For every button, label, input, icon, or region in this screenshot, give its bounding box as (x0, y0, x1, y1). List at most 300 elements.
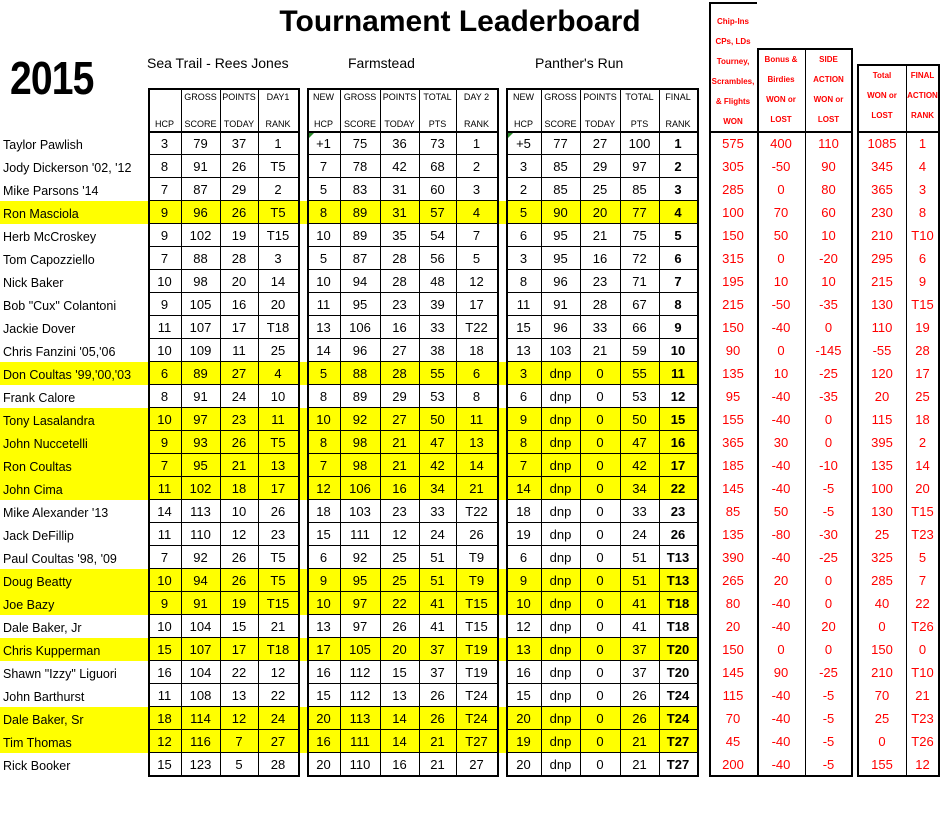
header-line: HCP (513, 119, 533, 129)
day3-cell: 0 (596, 734, 604, 749)
grid-hline (506, 269, 699, 270)
day3-cell: 21 (592, 343, 608, 358)
day3-cell: dnp (549, 366, 572, 381)
day3-cell: 21 (632, 734, 647, 749)
side-cell: 20 (725, 619, 741, 634)
day2-cell: 21 (430, 734, 445, 749)
day2-cell: 89 (352, 389, 368, 404)
day3-cell: 41 (632, 596, 647, 611)
side-cell: T23 (911, 711, 934, 726)
side-cell: -10 (819, 458, 838, 473)
day2-cell: 95 (352, 297, 368, 312)
day3-cell: 3 (519, 366, 528, 381)
side-cell: 25 (915, 389, 930, 404)
day3-cell: 0 (596, 596, 604, 611)
day2-cell: 14 (392, 711, 407, 726)
side-header-0 (709, 12, 757, 132)
day1-cell: 7 (160, 458, 169, 473)
day2-cell: 31 (392, 182, 407, 197)
day1-cell: 104 (189, 619, 212, 634)
day3-cell: 100 (628, 136, 651, 151)
grid-hline (148, 499, 300, 500)
side-cell: -20 (819, 251, 838, 266)
side-cell: 295 (871, 251, 893, 266)
side-cell: T10 (911, 228, 934, 243)
side-cell: 130 (871, 504, 893, 519)
day3-cell: 3 (674, 182, 682, 197)
grid-vline (697, 88, 699, 776)
side-cell: 130 (871, 297, 893, 312)
day2-cell: 13 (469, 435, 484, 450)
grid-hline (148, 545, 300, 546)
day2-cell: 57 (430, 205, 445, 220)
day3-cell: 26 (670, 527, 686, 542)
side-cell: 20 (821, 619, 836, 634)
grid-hline (148, 338, 300, 339)
day2-cell: 7 (319, 159, 328, 174)
day1-cell: 113 (190, 504, 211, 519)
day3-cell: 42 (632, 458, 647, 473)
day1-cell: 26 (231, 435, 247, 450)
day2-cell: 18 (316, 504, 331, 519)
day3-cell: 25 (592, 182, 608, 197)
grid-hline (857, 775, 940, 777)
day3-cell: T27 (666, 734, 690, 749)
day3-cell: 96 (553, 320, 568, 335)
day2-cell: T15 (465, 619, 488, 634)
side-cell: T15 (911, 297, 934, 312)
side-cell: -40 (771, 458, 791, 473)
side-cell: 195 (722, 274, 744, 289)
day2-cell: 97 (352, 596, 368, 611)
side-cell: 0 (824, 412, 833, 427)
day3-cell: 6 (674, 251, 682, 266)
day3-cell: T18 (666, 619, 690, 634)
day1-cell: 93 (193, 435, 208, 450)
day2-cell: 16 (392, 481, 407, 496)
day3-header-1 (541, 92, 580, 130)
side-cell: -50 (771, 297, 791, 312)
day2-cell: 1 (472, 136, 481, 151)
day1-cell: 17 (231, 642, 247, 657)
side-cell: -40 (771, 412, 791, 427)
grid-hline (307, 522, 499, 523)
grid-hline (148, 476, 300, 477)
day2-cell: 56 (430, 251, 445, 266)
day1-cell: 12 (157, 734, 172, 749)
grid-hline (148, 683, 300, 684)
header-line: ACTION (813, 75, 844, 84)
day2-cell: 106 (349, 320, 371, 335)
day2-cell: 28 (392, 274, 407, 289)
side-cell: -5 (822, 711, 835, 726)
day2-cell: 103 (349, 504, 371, 519)
grid-vline (506, 88, 508, 776)
grid-hline (506, 591, 699, 592)
day1-cell: 11 (157, 320, 172, 335)
day1-cell: 7 (235, 734, 243, 749)
day2-cell: 11 (469, 412, 484, 427)
day3-cell: 15 (516, 320, 531, 335)
day3-cell: 16 (592, 251, 608, 266)
day1-cell: 10 (157, 343, 172, 358)
side-cell: -40 (771, 688, 791, 703)
day2-cell: 21 (430, 757, 445, 772)
day3-cell: 22 (670, 481, 686, 496)
header-line: WON or (867, 91, 897, 100)
day2-cell: 9 (319, 573, 328, 588)
day2-cell: 98 (352, 458, 368, 473)
day3-cell: 10 (516, 596, 531, 611)
side-cell: 100 (871, 481, 893, 496)
day2-cell: 38 (430, 343, 445, 358)
day3-cell: 77 (553, 136, 568, 151)
day1-cell: 8 (160, 159, 169, 174)
day2-header-2 (380, 92, 419, 130)
day2-cell: 20 (316, 757, 331, 772)
day1-cell: 17 (270, 481, 286, 496)
day3-cell: 0 (596, 527, 604, 542)
day2-cell: 53 (430, 389, 445, 404)
day3-cell: 71 (632, 274, 647, 289)
header-line: Birdies (767, 75, 795, 84)
grid-hline (148, 88, 300, 90)
day1-cell: 4 (274, 366, 282, 381)
player-name: Ron Masciola (3, 207, 79, 221)
header-line: LOST (770, 115, 792, 124)
day1-header-3 (258, 92, 298, 130)
grid-vline (620, 88, 621, 776)
day2-cell: 21 (469, 481, 484, 496)
day1-cell: 24 (231, 389, 247, 404)
player-name: Paul Coultas '98, '09 (3, 552, 117, 566)
day3-cell: dnp (549, 619, 572, 634)
player-name: Dale Baker, Jr (3, 621, 82, 635)
day3-cell: 0 (596, 504, 604, 519)
day3-cell: 55 (632, 366, 647, 381)
day1-cell: 123 (189, 757, 212, 772)
day1-cell: T15 (266, 596, 290, 611)
grid-hline (307, 614, 499, 615)
day2-cell: 25 (392, 573, 407, 588)
player-name: Mike Alexander '13 (3, 506, 109, 520)
side-cell: 50 (773, 228, 789, 243)
day2-header-1 (340, 92, 380, 130)
day1-cell: 21 (270, 619, 286, 634)
day3-cell: T18 (666, 596, 690, 611)
player-name: Herb McCroskey (3, 230, 97, 244)
grid-hline (506, 614, 699, 615)
grid-hline (506, 154, 699, 155)
course-label-1: Sea Trail - Rees Jones (147, 55, 289, 71)
grid-hline (307, 729, 499, 730)
grid-hline (148, 706, 300, 707)
day3-cell: 9 (674, 320, 682, 335)
day3-cell: dnp (549, 527, 572, 542)
day3-cell: 67 (632, 297, 647, 312)
grid-hline (506, 292, 699, 293)
day1-header-2 (220, 92, 258, 130)
side-cell: 70 (773, 205, 789, 220)
day2-cell: 95 (352, 573, 368, 588)
day1-cell: 3 (160, 136, 169, 151)
day3-cell: 20 (516, 757, 531, 772)
day2-cell: 13 (316, 619, 331, 634)
day2-cell: 112 (349, 688, 371, 703)
day2-cell: 42 (430, 458, 445, 473)
grid-hline (307, 775, 499, 777)
side-cell: 150 (871, 642, 893, 657)
day1-cell: 28 (231, 251, 247, 266)
day3-cell: dnp (549, 550, 572, 565)
grid-hline (307, 200, 499, 201)
day1-cell: 7 (160, 251, 169, 266)
day3-cell: 0 (596, 550, 604, 565)
day1-cell: T18 (266, 320, 290, 335)
grid-hline (148, 131, 300, 133)
day3-cell: 21 (632, 757, 647, 772)
day1-cell: 15 (157, 757, 172, 772)
side-cell: -25 (819, 550, 838, 565)
grid-vline (307, 88, 309, 776)
header-line: SIDE (819, 55, 838, 64)
day2-cell: 68 (430, 159, 445, 174)
day2-cell: 55 (430, 366, 445, 381)
day1-cell: 11 (157, 527, 172, 542)
day2-cell: 7 (319, 458, 328, 473)
side-cell: -25 (819, 665, 838, 680)
day1-cell: 91 (193, 159, 208, 174)
grid-hline (757, 48, 853, 50)
side-cell: 305 (722, 159, 744, 174)
day2-cell: 6 (472, 366, 481, 381)
grid-hline (148, 568, 300, 569)
side-cell: 390 (722, 550, 744, 565)
day3-cell: 72 (632, 251, 647, 266)
player-name: John Nuccetelli (3, 437, 88, 451)
day3-cell: 34 (632, 481, 647, 496)
side-cell: 210 (871, 665, 893, 680)
day3-cell: T20 (666, 642, 690, 657)
side-cell: 215 (722, 297, 744, 312)
side-cell: 150 (722, 228, 744, 243)
day3-cell: 91 (553, 297, 568, 312)
day2-cell: 111 (350, 527, 370, 542)
day3-cell: 0 (596, 688, 604, 703)
day1-cell: T5 (270, 573, 286, 588)
header-line: SCORE (184, 119, 217, 129)
day3-cell: 12 (516, 619, 531, 634)
day3-cell: dnp (549, 412, 572, 427)
day3-cell: 3 (519, 251, 528, 266)
side-cell: 0 (824, 642, 833, 657)
side-cell: 0 (777, 182, 785, 197)
player-name: Jackie Dover (3, 322, 76, 336)
day3-cell: 24 (632, 527, 647, 542)
day2-cell: 11 (316, 297, 331, 312)
day2-cell: 33 (430, 504, 445, 519)
day3-cell: 41 (632, 619, 647, 634)
day1-cell: 97 (193, 412, 208, 427)
day1-cell: 23 (231, 412, 247, 427)
day1-cell: 17 (231, 320, 247, 335)
day3-cell: dnp (549, 734, 572, 749)
grid-hline (709, 131, 853, 133)
day1-cell: 9 (160, 228, 169, 243)
day2-cell: 7 (472, 228, 481, 243)
side-cell: 20 (915, 481, 930, 496)
day1-cell: 91 (193, 389, 208, 404)
grid-hline (506, 361, 699, 362)
grid-vline (659, 88, 660, 776)
header-line: NEW (313, 92, 334, 102)
side-cell: 365 (722, 435, 744, 450)
grid-hline (506, 407, 699, 408)
day1-cell: 19 (231, 228, 247, 243)
day1-cell: 89 (193, 366, 208, 381)
day1-header-0 (148, 92, 181, 130)
side-cell: 135 (871, 458, 893, 473)
grid-hline (506, 246, 699, 247)
day3-cell: 0 (596, 458, 604, 473)
day1-cell: 16 (157, 665, 172, 680)
day2-cell: 78 (352, 159, 368, 174)
day2-cell: T24 (465, 688, 488, 703)
day1-cell: 10 (157, 619, 172, 634)
header-line: RANK (463, 119, 489, 129)
course-label-3: Panther's Run (535, 55, 624, 71)
side-cell: 25 (874, 711, 890, 726)
day2-cell: 112 (349, 665, 371, 680)
side-cell: -30 (819, 527, 838, 542)
grid-vline (148, 88, 150, 776)
day3-cell: 14 (516, 481, 531, 496)
day2-cell: 50 (430, 412, 445, 427)
header-line: FINAL (665, 92, 691, 102)
grid-hline (506, 660, 699, 661)
day2-cell: 23 (392, 297, 407, 312)
side-cell: 4 (918, 159, 927, 174)
day3-cell: 6 (519, 228, 528, 243)
day3-cell: dnp (549, 642, 572, 657)
side-cell: 10 (773, 366, 789, 381)
day2-cell: 24 (430, 527, 445, 542)
side-header-4 (906, 66, 939, 126)
header-line: HCP (154, 119, 174, 129)
grid-vline (380, 88, 381, 776)
grid-vline (851, 48, 853, 776)
side-cell: 120 (871, 366, 893, 381)
player-name: Tim Thomas (3, 736, 72, 750)
day1-cell: T15 (266, 228, 290, 243)
side-cell: 0 (777, 343, 785, 358)
side-cell: 10 (821, 228, 836, 243)
header-line: SCORE (343, 119, 376, 129)
side-cell: 85 (725, 504, 741, 519)
day3-cell: 28 (592, 297, 608, 312)
day3-cell: 17 (670, 458, 686, 473)
day3-header-0 (506, 92, 541, 130)
day3-cell: 85 (553, 182, 568, 197)
grid-hline (307, 269, 499, 270)
day2-cell: T22 (465, 504, 488, 519)
side-cell: 575 (722, 136, 744, 151)
day2-cell: 26 (430, 711, 445, 726)
day2-cell: 8 (319, 205, 328, 220)
grid-vline (456, 88, 457, 776)
day1-cell: 116 (190, 734, 211, 749)
grid-hline (307, 338, 499, 339)
grid-hline (148, 522, 300, 523)
side-cell: -5 (822, 688, 835, 703)
side-cell: -35 (819, 389, 838, 404)
day3-cell: 5 (519, 205, 528, 220)
day2-cell: 28 (392, 251, 407, 266)
side-cell: 28 (915, 343, 930, 358)
day2-cell: 51 (430, 573, 445, 588)
day2-cell: 110 (349, 757, 371, 772)
day2-cell: 88 (352, 366, 368, 381)
player-name: Ron Coultas (3, 460, 72, 474)
day1-cell: 10 (157, 274, 172, 289)
day3-cell: 23 (670, 504, 686, 519)
day3-cell: 103 (549, 343, 572, 358)
year-label: 2015 (10, 52, 94, 104)
day3-cell: dnp (549, 504, 572, 519)
player-name: Tom Capozziello (3, 253, 95, 267)
side-cell: -35 (819, 297, 838, 312)
day3-cell: 0 (596, 642, 604, 657)
side-cell: 365 (871, 182, 893, 197)
day2-cell: 83 (352, 182, 368, 197)
day2-cell: 41 (430, 596, 445, 611)
day3-cell: 0 (596, 619, 604, 634)
day2-cell: 51 (430, 550, 445, 565)
day3-cell: 37 (632, 642, 647, 657)
day2-cell: 27 (469, 757, 484, 772)
day2-cell: 25 (392, 550, 407, 565)
day1-cell: 8 (160, 389, 169, 404)
day3-cell: dnp (549, 665, 572, 680)
side-cell: -5 (822, 481, 835, 496)
header-line: TODAY (223, 119, 255, 129)
day2-cell: 16 (316, 734, 331, 749)
day2-cell: T22 (465, 320, 488, 335)
day3-cell: 7 (674, 274, 682, 289)
side-cell: -80 (771, 527, 791, 542)
page-title: Tournament Leaderboard (279, 5, 641, 38)
grid-hline (307, 591, 499, 592)
day3-cell: 0 (596, 389, 604, 404)
side-cell: -40 (771, 734, 791, 749)
day2-cell: 5 (472, 251, 481, 266)
grid-hline (506, 706, 699, 707)
side-cell: 1085 (867, 136, 897, 151)
side-cell: 230 (871, 205, 893, 220)
grid-hline (148, 637, 300, 638)
day3-cell: T24 (666, 711, 690, 726)
day3-cell: 15 (670, 412, 686, 427)
day3-cell: 19 (516, 734, 531, 749)
day2-cell: 34 (430, 481, 445, 496)
grid-vline (258, 88, 259, 776)
day2-cell: 23 (392, 504, 407, 519)
day3-cell: 26 (632, 711, 647, 726)
side-cell: 6 (918, 251, 927, 266)
player-name: John Cima (3, 483, 63, 497)
day3-cell: 0 (596, 573, 604, 588)
player-name: John Barthurst (3, 690, 85, 704)
